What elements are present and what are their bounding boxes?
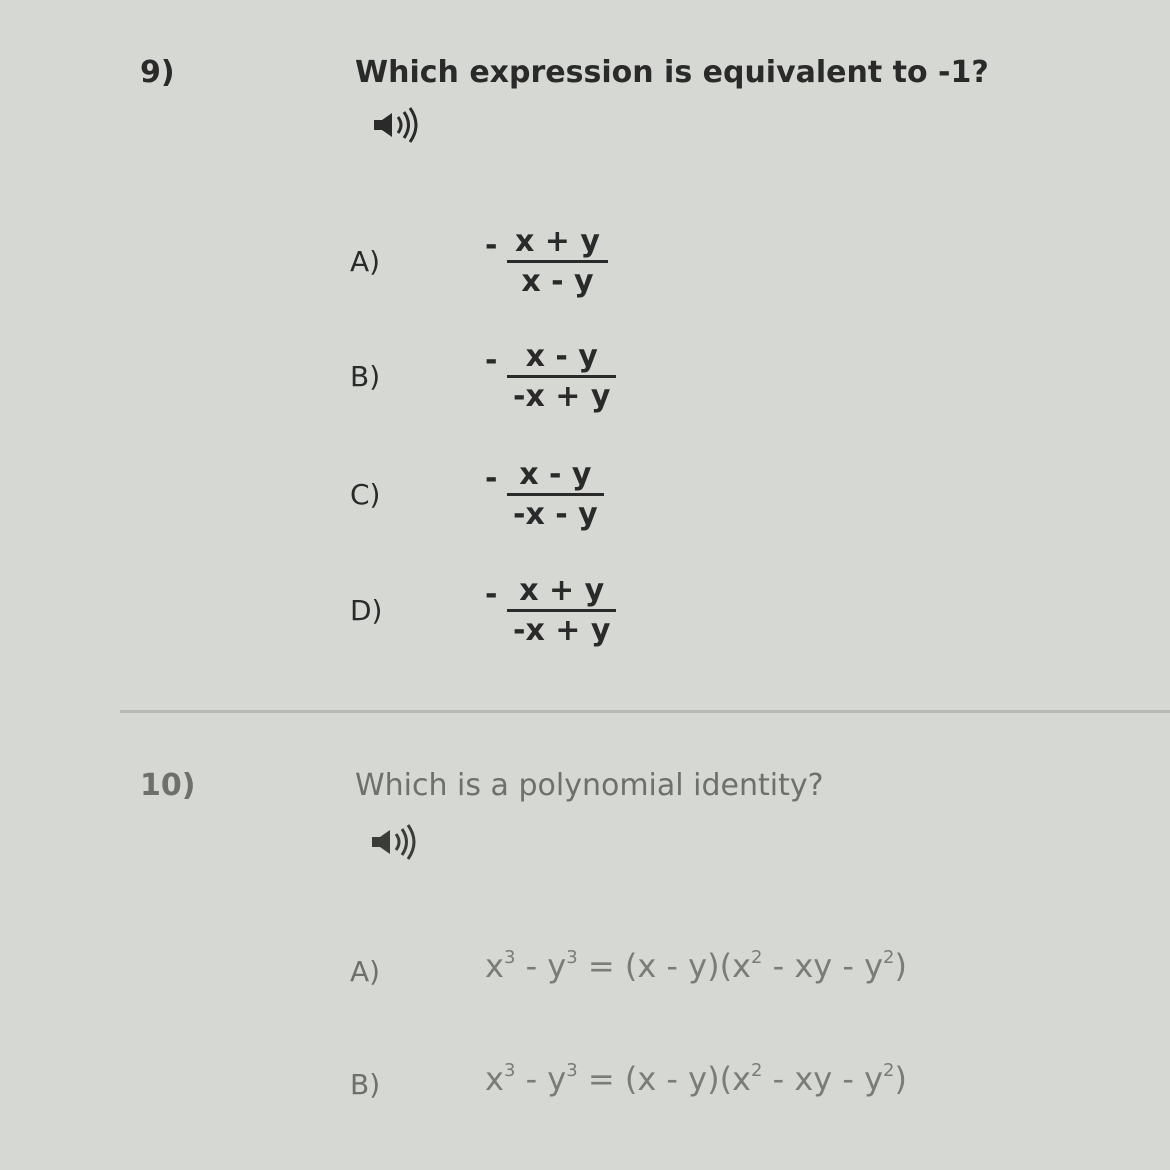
option-label: C): [350, 478, 381, 511]
option-label: B): [350, 360, 381, 393]
numerator: x + y: [507, 574, 616, 612]
fraction: [485, 574, 616, 647]
expr-part: x: [485, 1060, 504, 1098]
negative-sign: -: [485, 461, 498, 496]
speaker-icon[interactable]: [368, 822, 420, 862]
option-label: D): [350, 594, 383, 627]
answer-option-b[interactable]: [0, 1060, 1170, 1148]
expr-part: - xy - y: [762, 1060, 884, 1098]
numerator: x - y: [507, 340, 616, 378]
exponent: 2: [883, 1060, 895, 1081]
option-label: A): [350, 955, 381, 988]
answer-option-d[interactable]: [0, 573, 1170, 704]
negative-sign: -: [485, 577, 498, 612]
fraction: [485, 225, 608, 298]
answer-option-b[interactable]: [0, 339, 1170, 470]
denominator: -x + y: [513, 613, 611, 648]
identity-expression: [485, 1060, 907, 1098]
denominator: -x + y: [513, 379, 611, 414]
expr-part: = (x - y)(x: [577, 947, 751, 985]
exponent: 3: [566, 947, 578, 968]
exponent: 3: [566, 1060, 578, 1081]
option-label: B): [350, 1068, 381, 1101]
question-number: 10): [140, 768, 196, 803]
expr-part: - xy - y: [762, 947, 884, 985]
exponent: 3: [503, 947, 516, 968]
expr-part: ): [894, 1060, 907, 1098]
question-prompt: Which is a polynomial identity?: [355, 768, 824, 803]
answer-option-a[interactable]: [0, 947, 1170, 1035]
question-divider: [120, 710, 1170, 713]
negative-sign: -: [485, 343, 498, 378]
answer-option-c[interactable]: [0, 457, 1170, 588]
identity-expression: [485, 947, 907, 985]
question-number: 9): [140, 55, 175, 90]
expr-part: - y: [515, 947, 567, 985]
denominator: x - y: [521, 264, 594, 299]
exponent: 3: [503, 1060, 516, 1081]
expr-part: ): [894, 947, 907, 985]
exponent: 2: [750, 1060, 763, 1081]
numerator: x - y: [507, 458, 604, 496]
negative-sign: -: [485, 228, 498, 263]
expr-part: x: [485, 947, 504, 985]
denominator: -x - y: [513, 497, 598, 532]
option-label: A): [350, 245, 381, 278]
numerator: x + y: [507, 225, 608, 263]
expr-part: - y: [515, 1060, 567, 1098]
question-prompt: Which expression is equivalent to -1?: [355, 55, 989, 90]
exponent: 2: [750, 947, 763, 968]
fraction: [485, 458, 604, 531]
expr-part: = (x - y)(x: [577, 1060, 751, 1098]
exponent: 2: [883, 947, 895, 968]
speaker-icon[interactable]: [370, 105, 422, 145]
fraction: [485, 340, 616, 413]
